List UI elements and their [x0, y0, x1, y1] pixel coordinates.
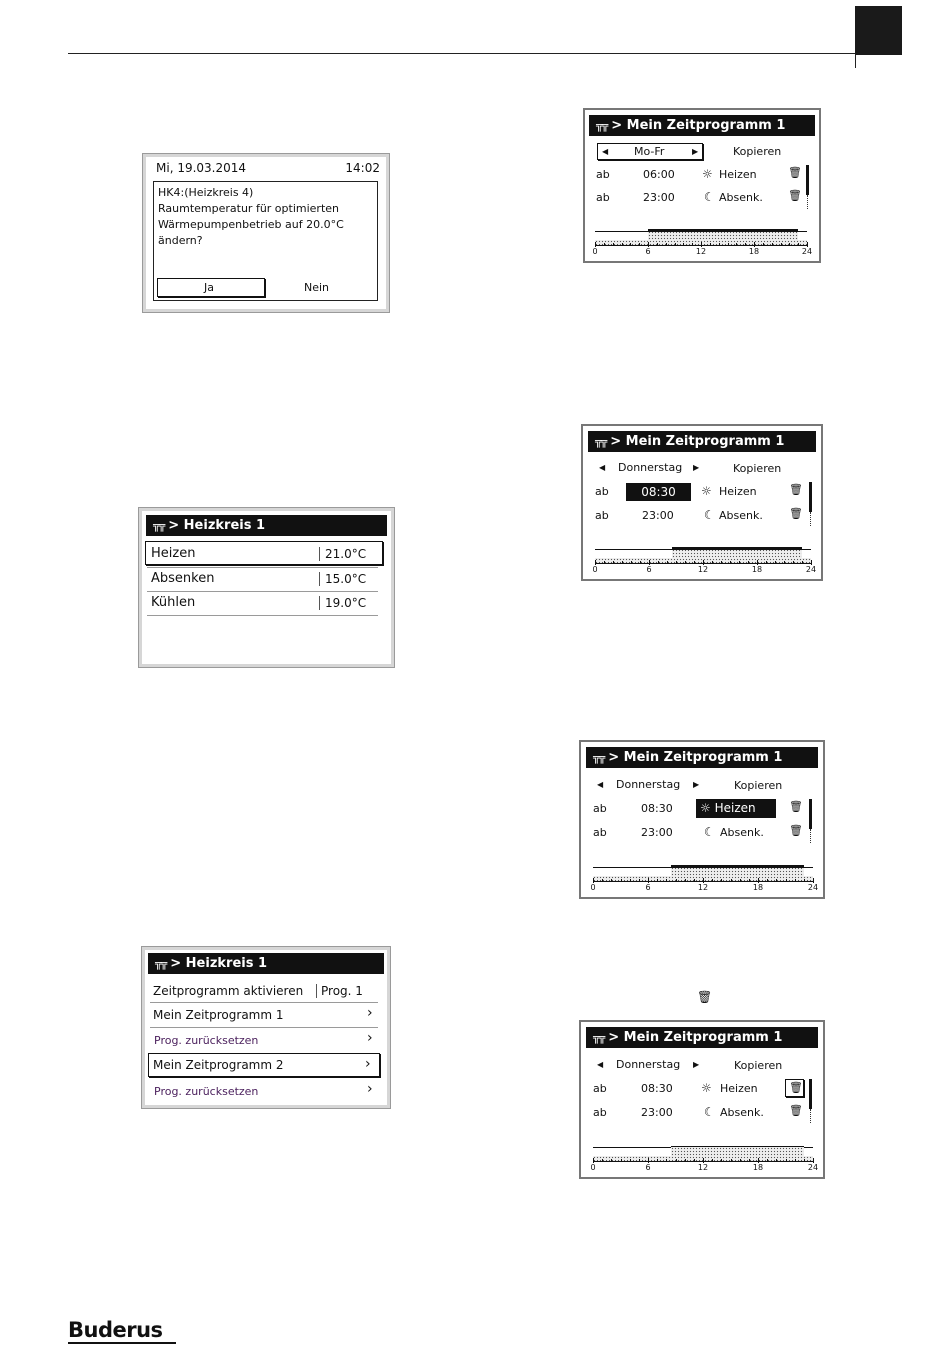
trash-icon: 🗑	[789, 1081, 803, 1094]
timeline-setback-before	[593, 1147, 671, 1148]
timeline-tick	[721, 561, 722, 564]
schedule-titlebar: ╦╦ > Mein Zeitprogramm 1	[586, 1027, 818, 1048]
timeline-tick	[731, 879, 732, 882]
timeline-tick	[676, 1159, 677, 1162]
timeline-tick	[657, 879, 658, 882]
switch-time-2[interactable]: 23:00	[641, 826, 673, 839]
timeline-tick	[781, 243, 782, 246]
timeline-tick	[602, 879, 603, 882]
switch-mode-2[interactable]: Absenk.	[720, 1106, 764, 1119]
timeline-tick	[802, 561, 803, 564]
timeline-tick	[666, 1159, 667, 1162]
timeline-axis-label: 24	[805, 565, 817, 574]
menu-item-mein-zeitprogramm-2[interactable]: Mein Zeitprogramm 2 ›	[148, 1053, 380, 1077]
activate-program-row[interactable]	[148, 980, 386, 1002]
timeline-tick	[639, 879, 640, 882]
row-ab: ab	[593, 826, 607, 839]
timeline-tick	[611, 879, 612, 882]
prog-titlebar: ╦╦ > Heizkreis 1	[148, 953, 384, 974]
trash-icon[interactable]: 🗑	[789, 1104, 803, 1117]
confirm-dialog-screen	[143, 154, 389, 312]
heizkreis-temps-screen	[139, 508, 394, 667]
timeline-heat-period	[671, 867, 804, 876]
arrow-right-icon[interactable]: ▶	[693, 780, 700, 789]
day-selector[interactable]: ◀ Donnerstag ▶	[597, 1058, 700, 1071]
arrow-right-icon[interactable]: ▶	[692, 147, 699, 156]
timeline-setback-before	[595, 549, 672, 550]
temps-row-kuehlen[interactable]	[145, 591, 383, 615]
arrow-left-icon[interactable]: ◀	[599, 463, 606, 472]
temps-titlebar: ╦╦ > Heizkreis 1	[146, 515, 387, 536]
row-value: 19.0°C	[325, 596, 367, 610]
timeline-tick	[657, 1159, 658, 1162]
timeline-tick	[776, 1159, 777, 1162]
heating-circuit-icon: ╦╦	[155, 957, 167, 970]
timeline-tick	[740, 1159, 741, 1162]
temps-title: Heizkreis 1	[183, 518, 266, 533]
timeline-tick	[767, 879, 768, 882]
row-label: Heizen	[151, 546, 196, 561]
moon-icon: ☾	[704, 190, 715, 204]
switch-mode-1[interactable]: Heizen	[719, 168, 757, 181]
timeline-setback-before	[595, 231, 648, 232]
timeline-axis-label: 6	[646, 565, 652, 574]
timeline-tick	[766, 561, 767, 564]
switch-time-1[interactable]: 08:30	[641, 802, 673, 815]
heizkreis-program-screen	[142, 947, 390, 1108]
buderus-logo: Buderus	[68, 1318, 163, 1342]
trash-icon[interactable]: 🗑	[789, 507, 803, 520]
activate-value: Prog. 1	[321, 984, 363, 998]
sun-icon: ☼	[702, 167, 713, 181]
timeline-tick	[712, 561, 713, 564]
dialog-box	[153, 181, 378, 301]
timeline-tick	[639, 1159, 640, 1162]
arrow-left-icon[interactable]: ◀	[597, 780, 604, 789]
scrollbar[interactable]	[809, 1079, 812, 1109]
timeline-tick	[793, 561, 794, 564]
timeline-axis-label: 18	[752, 1163, 764, 1172]
timeline-tick	[694, 879, 695, 882]
timeline-heat-top	[671, 1146, 804, 1147]
row-ab: ab	[596, 168, 610, 181]
trash-icon[interactable]: 🗑	[788, 166, 802, 179]
timeline-tick	[789, 243, 790, 246]
timeline-axis-label: 12	[697, 565, 709, 574]
timeline-axis-label: 0	[590, 883, 596, 892]
timeline-tick	[604, 561, 605, 564]
timeline-tick	[728, 243, 729, 246]
timeline-tick	[804, 1159, 805, 1162]
timeline-setback-after	[798, 231, 807, 232]
timeline-tick	[604, 243, 605, 246]
timeline-axis-label: 18	[748, 247, 760, 256]
timeline-axis-label: 18	[752, 883, 764, 892]
timeline-tick	[784, 561, 785, 564]
timeline-tick	[676, 879, 677, 882]
timeline-tick	[694, 561, 695, 564]
trash-icon[interactable]: 🗑	[789, 483, 803, 496]
row-label: Absenken	[151, 571, 215, 586]
chevron-right-icon: ›	[367, 1005, 373, 1021]
timeline-chart	[590, 864, 819, 894]
timeline-tick	[776, 879, 777, 882]
switch-mode-2[interactable]: Absenk.	[720, 826, 764, 839]
heating-circuit-icon: ╦╦	[593, 1031, 605, 1044]
switch-mode-1[interactable]: Heizen	[719, 485, 757, 498]
timeline-tick	[666, 243, 667, 246]
timeline-tick	[740, 879, 741, 882]
timeline-tick	[640, 561, 641, 564]
logo-underline	[68, 1342, 176, 1344]
timeline-tick	[602, 1159, 603, 1162]
day-selector[interactable]: ◀ Donnerstag ▶	[599, 461, 700, 474]
row-ab: ab	[593, 1082, 607, 1095]
row-ab: ab	[593, 1106, 607, 1119]
timeline-heat-period	[648, 231, 798, 240]
switch-mode-2[interactable]: Absenk.	[719, 509, 763, 522]
timeline-tick	[719, 243, 720, 246]
timeline-setback-before	[593, 867, 671, 868]
timeline-axis-label: 0	[592, 247, 598, 256]
timeline-tick	[630, 879, 631, 882]
trash-icon[interactable]: 🗑	[788, 189, 802, 202]
timeline-tick	[630, 243, 631, 246]
trash-icon[interactable]: 🗑	[789, 824, 803, 837]
scrollbar[interactable]	[809, 799, 812, 829]
header-rule	[68, 53, 855, 54]
switch-time-1[interactable]: 08:30	[641, 1082, 673, 1095]
timeline-axis-label: 24	[801, 247, 813, 256]
timeline-tick	[767, 1159, 768, 1162]
timeline-axis-label: 6	[645, 247, 651, 256]
trash-icon: 🗑	[697, 990, 713, 1004]
timeline-tick	[798, 243, 799, 246]
sun-icon: ☼	[700, 801, 711, 815]
timeline-axis-label: 12	[695, 247, 707, 256]
row-ab: ab	[595, 509, 609, 522]
schedule-screen-time-selected	[581, 424, 823, 581]
heating-circuit-icon: ╦╦	[596, 119, 608, 132]
timeline-tick	[731, 1159, 732, 1162]
row-value: 21.0°C	[325, 547, 367, 561]
timeline-tick	[622, 243, 623, 246]
switch-time-2[interactable]: 23:00	[643, 191, 675, 204]
moon-icon: ☾	[704, 825, 715, 839]
timeline-chart	[590, 1144, 819, 1174]
chevron-right-icon: ›	[365, 1056, 371, 1072]
timeline-tick	[736, 243, 737, 246]
timeline-tick	[775, 561, 776, 564]
timeline-tick	[804, 879, 805, 882]
switch-mode-1[interactable]: Heizen	[720, 1082, 758, 1095]
switch-mode-2[interactable]: Absenk.	[719, 191, 763, 204]
timeline-tick	[786, 879, 787, 882]
timeline-tick	[692, 243, 693, 246]
arrow-left-icon[interactable]: ◀	[602, 147, 609, 156]
timeline-axis-label: 24	[807, 883, 819, 892]
timeline-tick	[611, 1159, 612, 1162]
schedule-titlebar: ╦╦ > Mein Zeitprogramm 1	[586, 747, 818, 768]
timeline-tick	[667, 561, 668, 564]
schedule-titlebar: ╦╦ > Mein Zeitprogramm 1	[588, 431, 816, 452]
page-tab-tick	[855, 55, 856, 68]
timeline-tick	[730, 561, 731, 564]
page-tab-marker	[855, 6, 902, 55]
switch-time-2[interactable]: 23:00	[641, 1106, 673, 1119]
switch-time-1[interactable]: 06:00	[643, 168, 675, 181]
yes-button[interactable]: Ja	[157, 278, 265, 297]
moon-icon: ☾	[704, 1105, 715, 1119]
timeline-tick	[721, 1159, 722, 1162]
timeline-tick	[712, 1159, 713, 1162]
copy-button[interactable]: Kopieren	[733, 145, 782, 158]
day-selector[interactable]: ◀ Donnerstag ▶	[597, 778, 700, 791]
dialog-date: Mi, 19.03.2014	[156, 161, 247, 175]
heating-circuit-icon: ╦╦	[595, 435, 607, 448]
schedule-screen-mo-fr	[583, 108, 821, 263]
timeline-axis-label: 0	[590, 1163, 596, 1172]
timeline-chart	[592, 228, 813, 258]
timeline-tick	[763, 243, 764, 246]
copy-button[interactable]: Kopieren	[734, 779, 783, 792]
timeline-tick	[621, 1159, 622, 1162]
timeline-tick	[739, 561, 740, 564]
timeline-axis-label: 0	[592, 565, 598, 574]
timeline-tick	[675, 243, 676, 246]
timeline-tick	[786, 1159, 787, 1162]
moon-icon: ☾	[704, 508, 715, 522]
dialog-line-3: Wärmepumpenbetrieb auf 20.0°C	[158, 218, 344, 231]
row-ab: ab	[595, 485, 609, 498]
arrow-left-icon[interactable]: ◀	[597, 1060, 604, 1069]
timeline-tick	[745, 243, 746, 246]
switch-time-1[interactable]: 08:30	[626, 483, 691, 501]
timeline-setback-after	[804, 1147, 813, 1148]
sun-icon: ☼	[701, 1081, 712, 1095]
sun-icon: ☼	[701, 484, 712, 498]
dialog-line-2: Raumtemperatur für optimierten	[158, 202, 340, 215]
timeline-tick	[749, 879, 750, 882]
row-ab: ab	[596, 191, 610, 204]
scrollbar[interactable]	[809, 482, 812, 512]
timeline-axis-label: 24	[807, 1163, 819, 1172]
trash-icon[interactable]: 🗑	[789, 800, 803, 813]
schedule-screen-delete-selected	[579, 1020, 825, 1179]
timeline-tick	[795, 879, 796, 882]
schedule-titlebar: ╦╦ > Mein Zeitprogramm 1	[589, 115, 815, 136]
timeline-tick	[613, 243, 614, 246]
timeline-axis-label: 6	[645, 883, 651, 892]
timeline-tick	[721, 879, 722, 882]
timeline-tick	[622, 561, 623, 564]
timeline-chart	[592, 546, 817, 576]
arrow-right-icon[interactable]: ▶	[693, 1060, 700, 1069]
copy-button[interactable]: Kopieren	[734, 1059, 783, 1072]
timeline-tick	[621, 879, 622, 882]
timeline-tick	[748, 561, 749, 564]
timeline-setback-after	[802, 549, 811, 550]
timeline-tick	[658, 561, 659, 564]
timeline-tick	[657, 243, 658, 246]
dialog-line-4: ändern?	[158, 234, 203, 247]
day-selector[interactable]: ◀ Mo-Fr ▶	[597, 143, 703, 160]
timeline-tick	[639, 243, 640, 246]
timeline-heat-period	[672, 549, 802, 558]
timeline-tick	[795, 1159, 796, 1162]
menu-item-prog-zuruecksetzen-2[interactable]: Prog. zurücksetzen ›	[154, 1081, 373, 1098]
no-button[interactable]: Nein	[304, 281, 330, 294]
delete-button-selected[interactable]	[785, 1079, 804, 1097]
menu-item-mein-zeitprogramm-1[interactable]: Mein Zeitprogramm 1 ›	[153, 1005, 373, 1022]
timeline-heat-top	[672, 547, 802, 550]
timeline-tick	[683, 243, 684, 246]
timeline-tick	[685, 879, 686, 882]
timeline-tick	[685, 1159, 686, 1162]
chevron-right-icon: ›	[367, 1081, 373, 1097]
schedule-screen-mode-selected	[579, 740, 825, 899]
scrollbar[interactable]	[806, 165, 809, 195]
arrow-right-icon[interactable]: ▶	[693, 463, 700, 472]
timeline-heat-period	[671, 1147, 804, 1156]
timeline-heat-top	[648, 229, 798, 232]
timeline-setback-after	[804, 867, 813, 868]
timeline-tick	[685, 561, 686, 564]
heating-circuit-icon: ╦╦	[153, 519, 165, 532]
prog-title: Heizkreis 1	[185, 956, 268, 971]
timeline-tick	[694, 1159, 695, 1162]
timeline-tick	[710, 243, 711, 246]
timeline-tick	[666, 879, 667, 882]
temps-row-absenken[interactable]	[145, 567, 383, 591]
timeline-tick	[772, 243, 773, 246]
row-label: Kühlen	[151, 595, 196, 610]
timeline-axis-label: 12	[697, 1163, 709, 1172]
timeline-axis-label: 18	[751, 565, 763, 574]
timeline-tick	[630, 1159, 631, 1162]
timeline-tick	[631, 561, 632, 564]
timeline-axis-label: 6	[645, 1163, 651, 1172]
timeline-tick	[749, 1159, 750, 1162]
temps-row-heizen[interactable]	[145, 541, 383, 565]
switch-time-2[interactable]: 23:00	[642, 509, 674, 522]
timeline-heat-top	[671, 865, 804, 868]
activate-label: Zeitprogramm aktivieren	[153, 984, 304, 998]
row-ab: ab	[593, 802, 607, 815]
switch-mode-1[interactable]: ☼ Heizen	[696, 799, 776, 818]
menu-item-prog-zuruecksetzen-1[interactable]: Prog. zurücksetzen ›	[154, 1030, 373, 1047]
timeline-tick	[613, 561, 614, 564]
copy-button[interactable]: Kopieren	[733, 462, 782, 475]
dialog-time: 14:02	[345, 161, 380, 175]
timeline-tick	[712, 879, 713, 882]
dialog-line-1: HK4:(Heizkreis 4)	[158, 186, 254, 199]
timeline-axis-label: 12	[697, 883, 709, 892]
timeline-tick	[676, 561, 677, 564]
row-value: 15.0°C	[325, 572, 367, 586]
chevron-right-icon: ›	[367, 1030, 373, 1046]
heating-circuit-icon: ╦╦	[593, 751, 605, 764]
